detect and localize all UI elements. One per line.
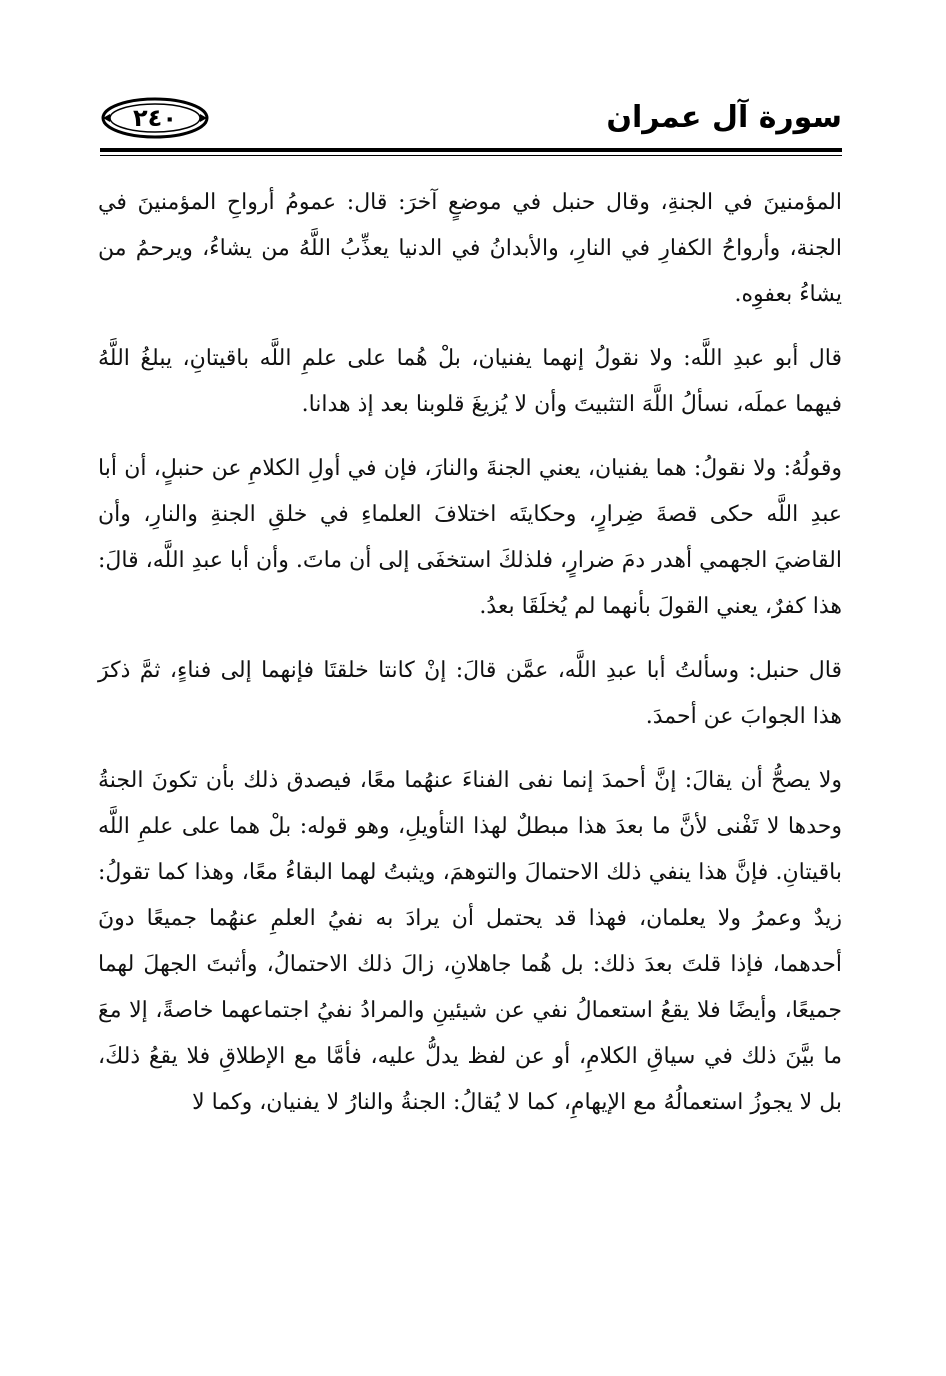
page-header bbox=[100, 96, 842, 148]
header-divider-thick bbox=[100, 148, 842, 152]
page-number-badge bbox=[100, 96, 210, 140]
paragraph: قال حنبل: وسألتُ أبا عبدِ اللَّه، عمَّن قالَ: إنْ كانتا خلقتَا فإنهما إلى فناءٍ، ثمَّ ذكرَ هذا الجوابَ عن أحمدَ. bbox=[98, 658, 842, 729]
page-number: ٢٤٠ bbox=[133, 104, 177, 132]
page-body bbox=[98, 180, 842, 1144]
paragraph: قال أبو عبدِ اللَّه: ولا نقولُ إنهما يفنيان، بلْ هُما على علمِ اللَّه باقيتانِ، يبلغُ اللَّهُ فيهما عملَه، نسألُ اللَّهَ التثبيتَ وأن لا يُزيغَ قلوبنا بعد إذ هدانا. bbox=[98, 346, 842, 417]
paragraph: المؤمنينَ في الجنةِ، وقال حنبل في موضعٍ آخرَ: قال: عمومُ أرواحِ المؤمنينَ في الجنة، وأرواحُ الكفارِ في النارِ، والأبدانُ في الدنيا يعذِّبُ اللَّهُ من يشاءُ، ويرحمُ من يشاءُ بعفوِه. bbox=[98, 190, 842, 307]
paragraph: ولا يصحُّ أن يقالَ: إنَّ أحمدَ إنما نفى الفناءَ عنهُما معًا، فيصدق ذلك بأن تكونَ الجنةُ وحدها لا تَفْنى لأنَّ ما بعدَ هذا مبطلٌ لهذا التأويلِ، وهو قوله: بلْ هما على علمِ اللَّه باقيتانِ. فإنَّ هذا ينفي ذلك الاحتمالَ والتوهمَ، ويثبتُ لهما البقاءُ معًا، وهذا كما تقولُ: زيدٌ وعمرُ ولا يعلمان، فهذا قد يحتمل أن يرادَ به نفيُ العلمِ عنهُما جميعًا دونَ أحدهما، فإذا قلتَ بعدَ ذلك: بل هُما جاهلانِ، زالَ ذلك الاحتمالُ، وأثبتَ الجهلَ لهما جميعًا، وأيضًا فلا يقعُ استعمالُ نفي عن شيئينِ والمرادُ نفيُ اجتماعهما خاصةً، إلا معَ ما بيَّنَ ذلك في سياقِ الكلامِ، أو عن لفظ يدلُّ عليه، فأمَّا مع الإطلاقِ فلا يقعُ ذلكَ، بل لا يجوزُ استعمالُهُ مع الإيهامِ، كما لا يُقالُ: الجنةُ والنارُ لا يفنيان، وكما لا bbox=[98, 768, 842, 1115]
surah-title: سورة آل عمران bbox=[606, 100, 842, 135]
header-divider-thin bbox=[100, 155, 842, 156]
paragraph: وقولُهُ: ولا نقولُ: هما يفنيان، يعني الجنةَ والنارَ، فإن في أولِ الكلامِ عن حنبلٍ، أن أبا عبدِ اللَّه حكى قصةَ ضِرارٍ، وحكايتَه اختلافَ العلماءِ في خلقِ الجنةِ والنارِ، وأن القاضيَ الجهمي أهدر دمَ ضرارٍ، فلذلكَ استخفَى إلى أن ماتَ. وأن أبا عبدِ اللَّه، قالَ: هذا كفرٌ، يعني القولَ بأنهما لم يُخلَقَا بعدُ. bbox=[98, 456, 842, 619]
